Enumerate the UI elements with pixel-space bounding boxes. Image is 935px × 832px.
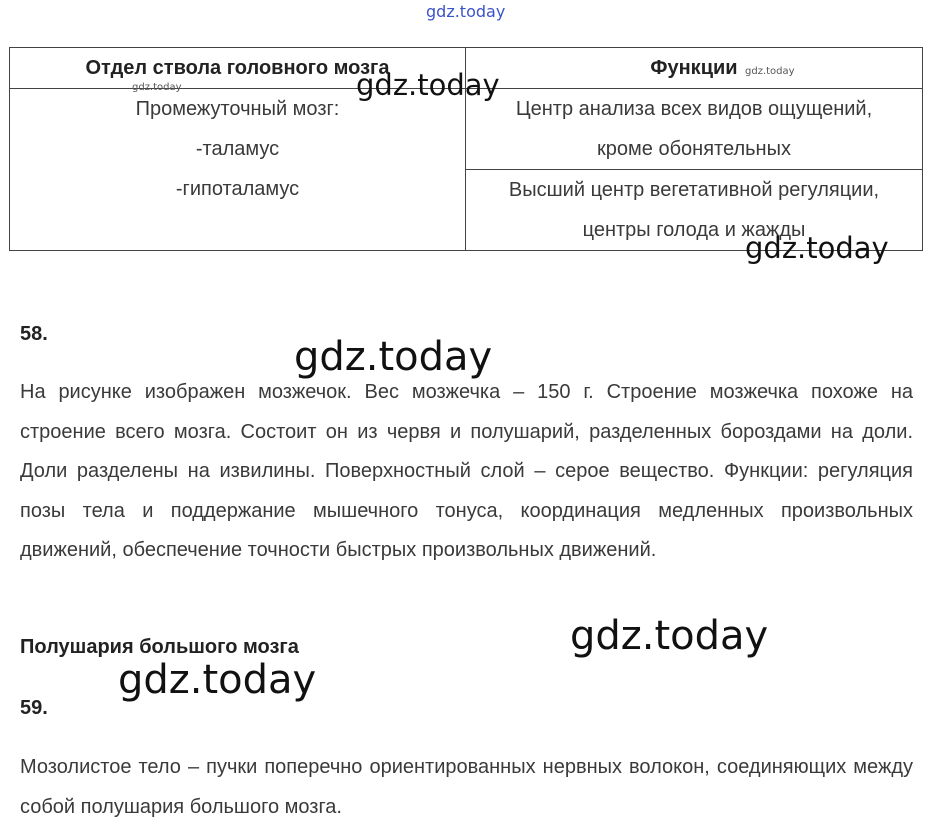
function-1-line-2: кроме обонятельных — [597, 138, 791, 160]
watermark-top: gdz.today — [426, 2, 506, 21]
watermark-right-mid: gdz.today — [570, 613, 769, 659]
department-title: Промежуточный мозг: — [135, 98, 340, 120]
watermark-tiny-header: gdz.today — [745, 66, 795, 77]
table-header-functions: Функции — [466, 48, 923, 89]
table-cell-function-1 — [466, 89, 923, 170]
question-number-59: 59. — [20, 697, 48, 719]
department-thalamus: -таламус — [195, 138, 280, 160]
watermark-header-mid: gdz.today — [356, 68, 500, 102]
department-hypothalamus: -гипоталамус — [175, 178, 300, 200]
answer-59-text: Мозолистое тело – пучки поперечно ориентированных нервных волокон, соединяющих между собой полушария большого мозга. — [20, 756, 913, 818]
watermark-left-mid: gdz.today — [118, 657, 317, 703]
watermark-above-text: gdz.today — [294, 334, 493, 380]
answer-58-text: На рисунке изображен мозжечок. Вес мозжечка – 150 г. Строение мозжечка похоже на строение всего мозга. Состоит он из червя и полушарий, разделенных бороздами на доли. Доли разделены на извилины. Поверхностный слой – серое вещество. Функции: регуляция позы тела и поддержание мышечного тонуса, координация медленных произвольных движений, обеспечение точности быстрых произвольных движений. — [20, 381, 913, 561]
table-header-department: Отдел ствола головного мозга — [10, 48, 466, 89]
question-number-58: 58. — [20, 323, 48, 345]
watermark-table-right: gdz.today — [745, 231, 889, 265]
function-2-line-2: центры голода и жажды — [582, 219, 806, 241]
watermark-tiny-left: gdz.today — [132, 82, 182, 93]
function-1-line-1: Центр анализа всех видов ощущений, — [515, 98, 873, 120]
function-2-line-1: Высший центр вегетативной регуляции, — [508, 179, 880, 201]
table-cell-department — [10, 89, 466, 251]
section-heading: Полушария большого мозга — [20, 636, 299, 658]
